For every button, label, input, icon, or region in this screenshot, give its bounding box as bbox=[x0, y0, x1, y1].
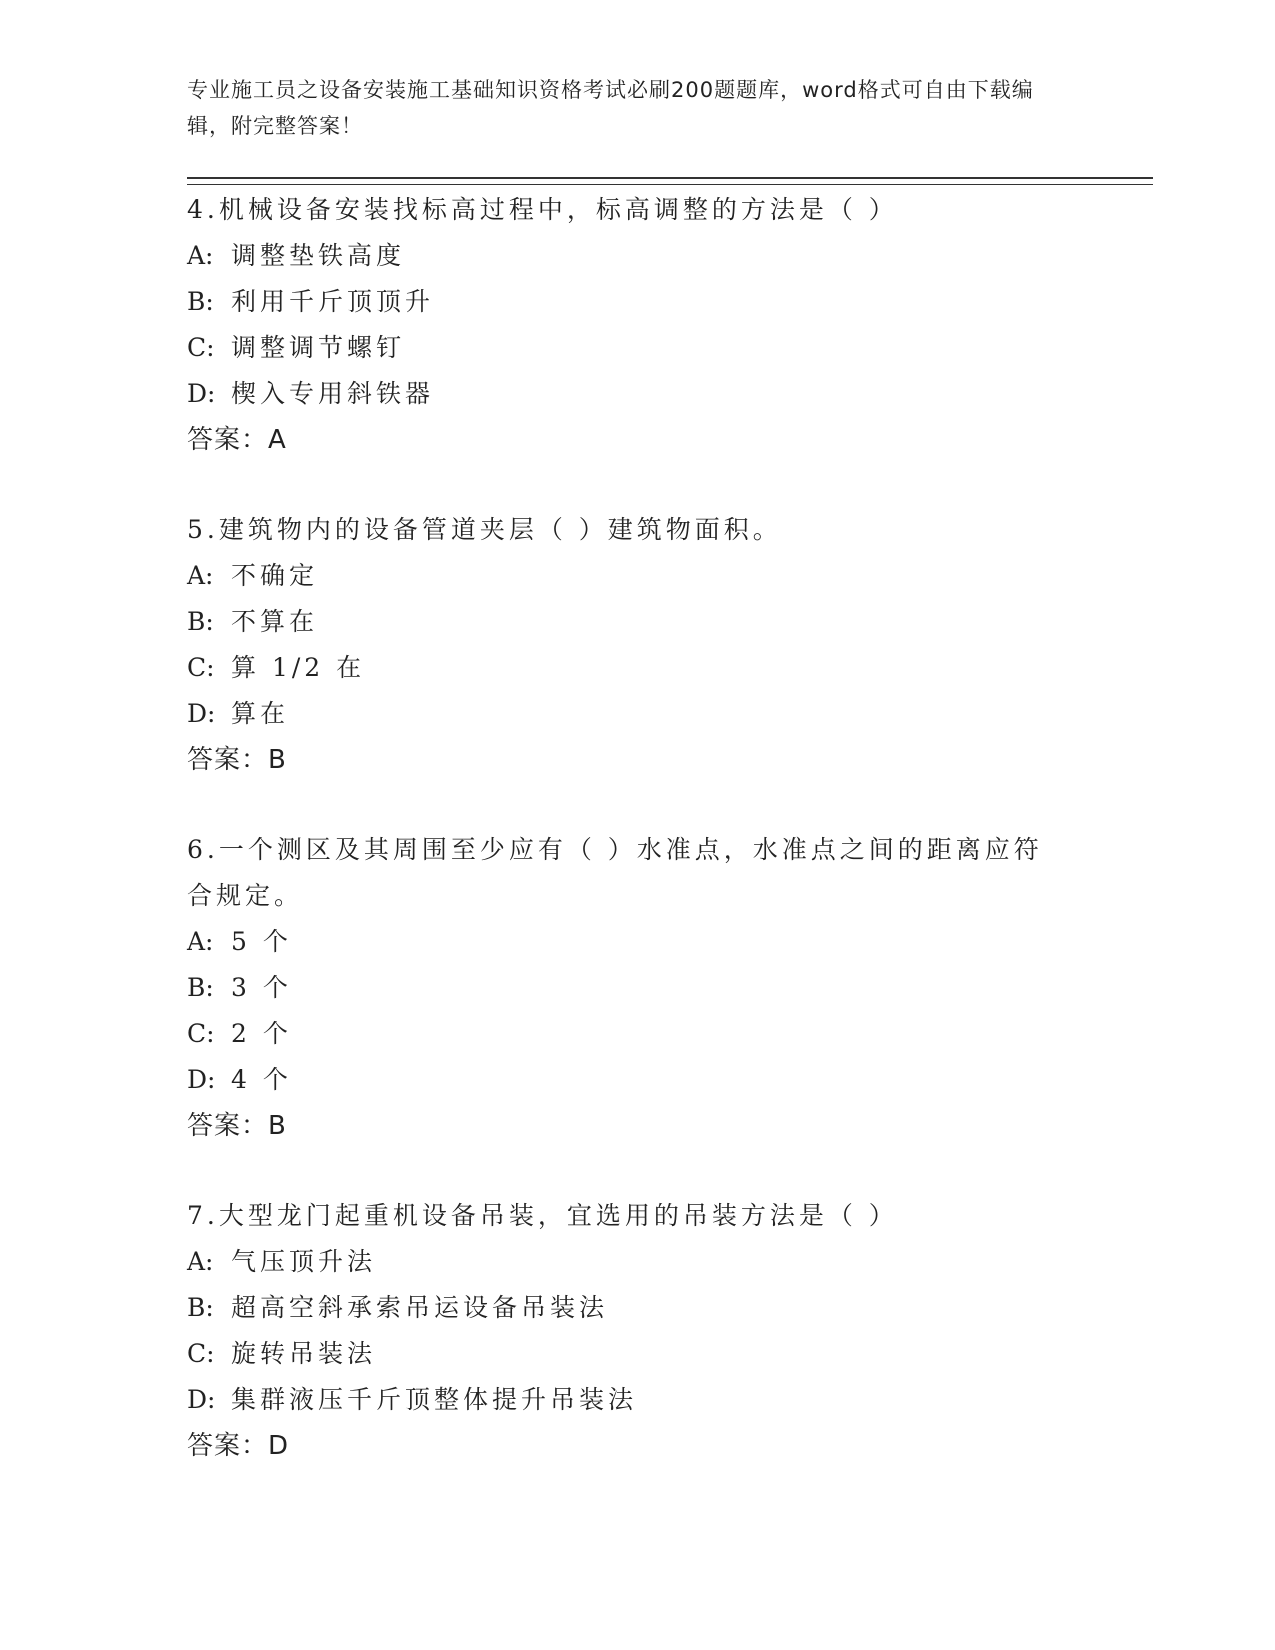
option-text: 算在 bbox=[231, 699, 290, 728]
question-title: 5.建筑物内的设备管道夹层（ ）建筑物面积。 bbox=[187, 515, 782, 544]
option-key: D: bbox=[187, 1385, 216, 1414]
option-b bbox=[187, 279, 1087, 325]
option-text: 旋转吊装法 bbox=[231, 1339, 377, 1368]
option-text: 利用千斤顶顶升 bbox=[231, 287, 435, 316]
option-key: C: bbox=[187, 1339, 215, 1368]
option-a bbox=[187, 553, 1087, 599]
option-d bbox=[187, 691, 1087, 737]
header-divider bbox=[187, 177, 1153, 185]
option-text: 不确定 bbox=[231, 561, 319, 590]
option-text: 调整垫铁高度 bbox=[231, 241, 406, 270]
option-key: B: bbox=[187, 973, 214, 1002]
option-key: B: bbox=[187, 287, 214, 316]
question-block bbox=[187, 827, 1067, 1149]
question-block bbox=[187, 187, 1087, 463]
option-d bbox=[187, 371, 1087, 417]
question-block bbox=[187, 1193, 1087, 1469]
option-key: C: bbox=[187, 653, 215, 682]
option-c bbox=[187, 325, 1087, 371]
option-text: 不算在 bbox=[231, 607, 319, 636]
option-d bbox=[187, 1377, 1087, 1423]
option-a bbox=[187, 919, 1067, 965]
option-a bbox=[187, 1239, 1087, 1285]
option-text: 算 1/2 在 bbox=[231, 653, 366, 682]
option-key: B: bbox=[187, 607, 214, 636]
option-b bbox=[187, 599, 1087, 645]
option-a bbox=[187, 233, 1087, 279]
option-text: 超高空斜承索吊运设备吊装法 bbox=[231, 1293, 609, 1322]
option-key: C: bbox=[187, 1019, 215, 1048]
option-text: 3 个 bbox=[231, 973, 292, 1002]
option-c bbox=[187, 645, 1087, 691]
question-title: 6.一个测区及其周围至少应有（ ）水准点，水准点之间的距离应符合规定。 bbox=[187, 835, 1043, 910]
option-text: 集群液压千斤顶整体提升吊装法 bbox=[231, 1385, 638, 1414]
option-b bbox=[187, 1285, 1087, 1331]
option-text: 5 个 bbox=[231, 927, 292, 956]
option-key: A: bbox=[187, 1247, 214, 1276]
option-key: A: bbox=[187, 241, 214, 270]
option-key: A: bbox=[187, 927, 214, 956]
answer-line: 答案：A bbox=[187, 425, 287, 455]
answer-line: 答案：D bbox=[187, 1431, 290, 1461]
option-key: C: bbox=[187, 333, 215, 362]
option-key: D: bbox=[187, 699, 216, 728]
option-key: D: bbox=[187, 1065, 216, 1094]
option-text: 楔入专用斜铁器 bbox=[231, 379, 435, 408]
document-header: 专业施工员之设备安装施工基础知识资格考试必刷200题题库，word格式可自由下载编辑，附完整答案！ bbox=[187, 78, 1034, 138]
option-text: 4 个 bbox=[231, 1065, 292, 1094]
option-text: 2 个 bbox=[231, 1019, 292, 1048]
option-c bbox=[187, 1011, 1067, 1057]
option-c bbox=[187, 1331, 1087, 1377]
answer-line: 答案：B bbox=[187, 1111, 287, 1141]
question-title: 4.机械设备安装找标高过程中，标高调整的方法是（ ） bbox=[187, 195, 898, 224]
option-d bbox=[187, 1057, 1067, 1103]
option-key: D: bbox=[187, 379, 216, 408]
option-key: B: bbox=[187, 1293, 214, 1322]
option-text: 调整调节螺钉 bbox=[231, 333, 406, 362]
option-key: A: bbox=[187, 561, 214, 590]
option-b bbox=[187, 965, 1067, 1011]
answer-line: 答案：B bbox=[187, 745, 287, 775]
question-title: 7.大型龙门起重机设备吊装，宜选用的吊装方法是（ ） bbox=[187, 1201, 898, 1230]
question-block bbox=[187, 507, 1087, 783]
option-text: 气压顶升法 bbox=[231, 1247, 377, 1276]
